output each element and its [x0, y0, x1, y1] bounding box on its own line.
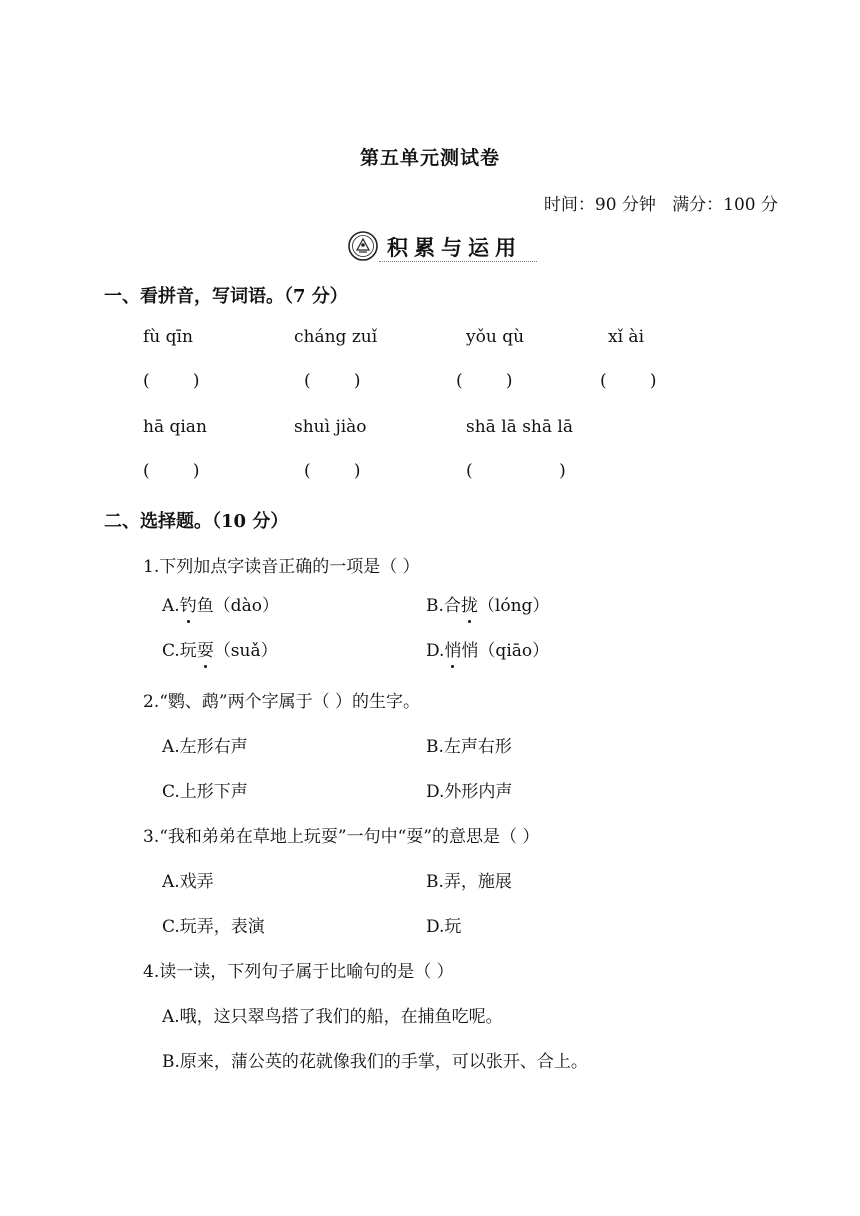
dotted-char: 悄 [444, 636, 461, 661]
answer-blank[interactable]: ( ) [304, 371, 361, 391]
pinyin-item: xǐ ài [608, 327, 645, 347]
option-b[interactable]: B.左声右形 [426, 737, 512, 757]
pinyin-item: hā qian [143, 417, 207, 437]
answer-blank[interactable]: ( ) [143, 371, 200, 391]
section2-heading: 二、选择题。（10 分） [104, 511, 289, 532]
answer-blank[interactable]: ( ) [304, 461, 361, 481]
option-d[interactable] [426, 636, 549, 661]
section1-heading: 一、看拼音，写词语。（7 分） [104, 286, 348, 307]
dotted-char: 拢 [461, 591, 478, 616]
banner-emblem-icon [347, 230, 379, 262]
option-a[interactable]: A.左形右声 [162, 737, 248, 757]
option-b[interactable] [426, 591, 549, 616]
option-rest: 鱼（dào） [196, 596, 279, 616]
option-a[interactable]: A.哦，这只翠鸟搭了我们的船，在捕鱼吃呢。 [162, 1007, 503, 1027]
banner-text: 积累与运用 [387, 235, 522, 260]
question-stem: 1.下列加点字读音正确的一项是（ ） [143, 557, 420, 577]
option-d[interactable]: D.外形内声 [426, 782, 513, 802]
option-b[interactable]: B.弄，施展 [426, 872, 512, 892]
option-d[interactable]: D.玩 [426, 917, 462, 937]
pinyin-item: shā lā shā lā [466, 417, 573, 437]
pinyin-item: shuì jiào [294, 417, 367, 437]
answer-blank[interactable]: ( ) [143, 461, 200, 481]
option-b[interactable]: B.原来，蒲公英的花就像我们的手掌，可以张开、合上。 [162, 1052, 588, 1072]
answer-blank[interactable]: ( ) [600, 371, 657, 391]
option-c[interactable]: C.上形下声 [162, 782, 248, 802]
option-a[interactable] [162, 591, 279, 616]
pinyin-item: cháng zuǐ [294, 327, 378, 347]
exam-meta: 时间：90 分钟 满分：100 分 [543, 195, 778, 215]
section-banner [347, 228, 537, 264]
option-rest: 悄（qiāo） [461, 641, 550, 661]
answer-blank[interactable]: ( ) [466, 461, 566, 481]
pinyin-item: fù qīn [143, 327, 193, 347]
option-rest: （suǎ） [213, 641, 278, 661]
pinyin-item: yǒu qù [466, 327, 525, 347]
question-stem: 2.“鹦、鹉”两个字属于（ ）的生字。 [143, 692, 421, 712]
question-stem: 3.“我和弟弟在草地上玩耍”一句中“耍”的意思是（ ） [143, 827, 540, 847]
option-a[interactable]: A.戏弄 [162, 872, 214, 892]
dotted-char: 耍 [197, 636, 214, 661]
option-c[interactable] [162, 636, 278, 661]
option-prefix: B.合 [426, 596, 461, 616]
option-c[interactable]: C.玩弄，表演 [162, 917, 265, 937]
option-rest: （lóng） [477, 596, 550, 616]
option-prefix: C.玩 [162, 641, 197, 661]
option-prefix: D. [426, 641, 445, 661]
question-stem: 4.读一读，下列句子属于比喻句的是（ ） [143, 962, 454, 982]
dotted-char: 钓 [180, 591, 197, 616]
exam-title: 第五单元测试卷 [359, 147, 500, 169]
option-prefix: A. [162, 596, 180, 616]
answer-blank[interactable]: ( ) [456, 371, 513, 391]
